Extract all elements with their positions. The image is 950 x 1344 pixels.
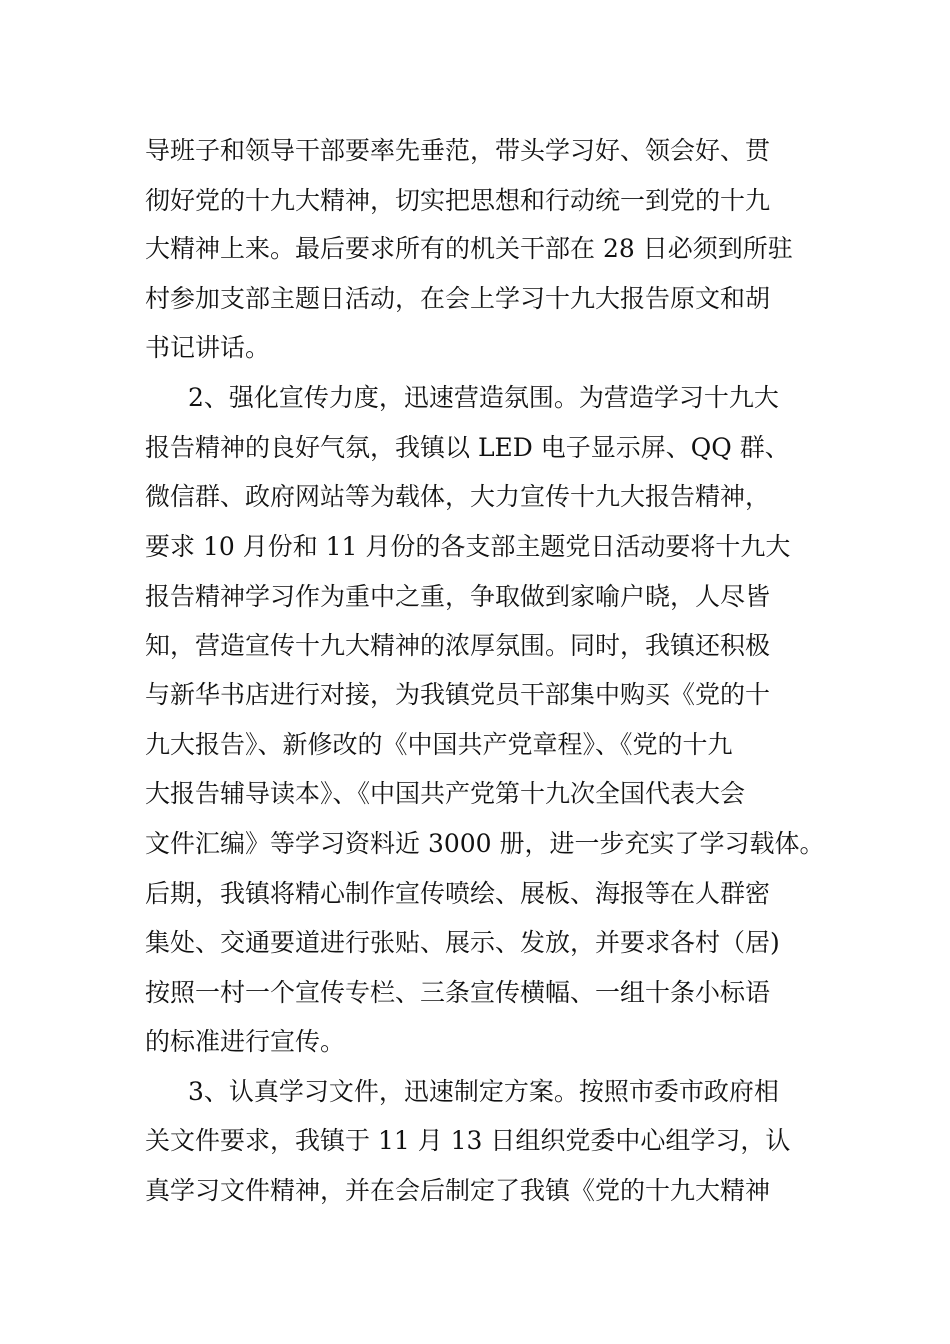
text-line: 九大报告》、新修改的《中国共产党章程》、《党的十九 bbox=[145, 730, 733, 759]
text-line: 书记讲话。 bbox=[145, 333, 271, 362]
text-line: 后期，我镇将精心制作宣传喷绘、展板、海报等在人群密 bbox=[145, 879, 771, 908]
text-line: 关文件要求，我镇于 11 月 13 日组织党委中心组学习，认 bbox=[145, 1126, 791, 1155]
text-line: 集处、交通要道进行张贴、展示、发放，并要求各村（居) bbox=[145, 928, 780, 957]
text-line: 要求 10 月份和 11 月份的各支部主题党日活动要将十九大 bbox=[145, 532, 791, 561]
text-line: 彻好党的十九大精神，切实把思想和行动统一到党的十九 bbox=[145, 186, 771, 215]
text-line: 文件汇编》等学习资料近 3000 册，进一步充实了学习载体。 bbox=[145, 829, 825, 858]
text-line: 导班子和领导干部要率先垂范，带头学习好、领会好、贯 bbox=[145, 136, 771, 165]
paragraph-3-start: 3、认真学习文件，迅速制定方案。按照市委市政府相 bbox=[188, 1077, 779, 1106]
text-line: 微信群、政府网站等为载体，大力宣传十九大报告精神， bbox=[145, 482, 771, 511]
text-line: 按照一村一个宣传专栏、三条宣传横幅、一组十条小标语 bbox=[145, 978, 771, 1007]
text-line: 与新华书店进行对接，为我镇党员干部集中购买《党的十 bbox=[145, 680, 771, 709]
text-line: 村参加支部主题日活动，在会上学习十九大报告原文和胡 bbox=[145, 284, 771, 313]
text-line: 报告精神学习作为重中之重，争取做到家喻户晓，人尽皆 bbox=[145, 582, 771, 611]
text-line: 知，营造宣传十九大精神的浓厚氛围。同时，我镇还积极 bbox=[145, 631, 771, 660]
text-line: 真学习文件精神，并在会后制定了我镇《党的十九大精神 bbox=[145, 1176, 771, 1205]
text-line: 的标准进行宣传。 bbox=[145, 1027, 346, 1056]
paragraph-2-start: 2、强化宣传力度，迅速营造氛围。为营造学习十九大 bbox=[188, 383, 779, 412]
text-line: 报告精神的良好气氛，我镇以 LED 电子显示屏、QQ 群、 bbox=[145, 433, 790, 462]
text-line: 大报告辅导读本》、《中国共产党第十九次全国代表大会 bbox=[145, 779, 746, 808]
text-line: 大精神上来。最后要求所有的机关干部在 28 日必须到所驻 bbox=[145, 234, 793, 263]
